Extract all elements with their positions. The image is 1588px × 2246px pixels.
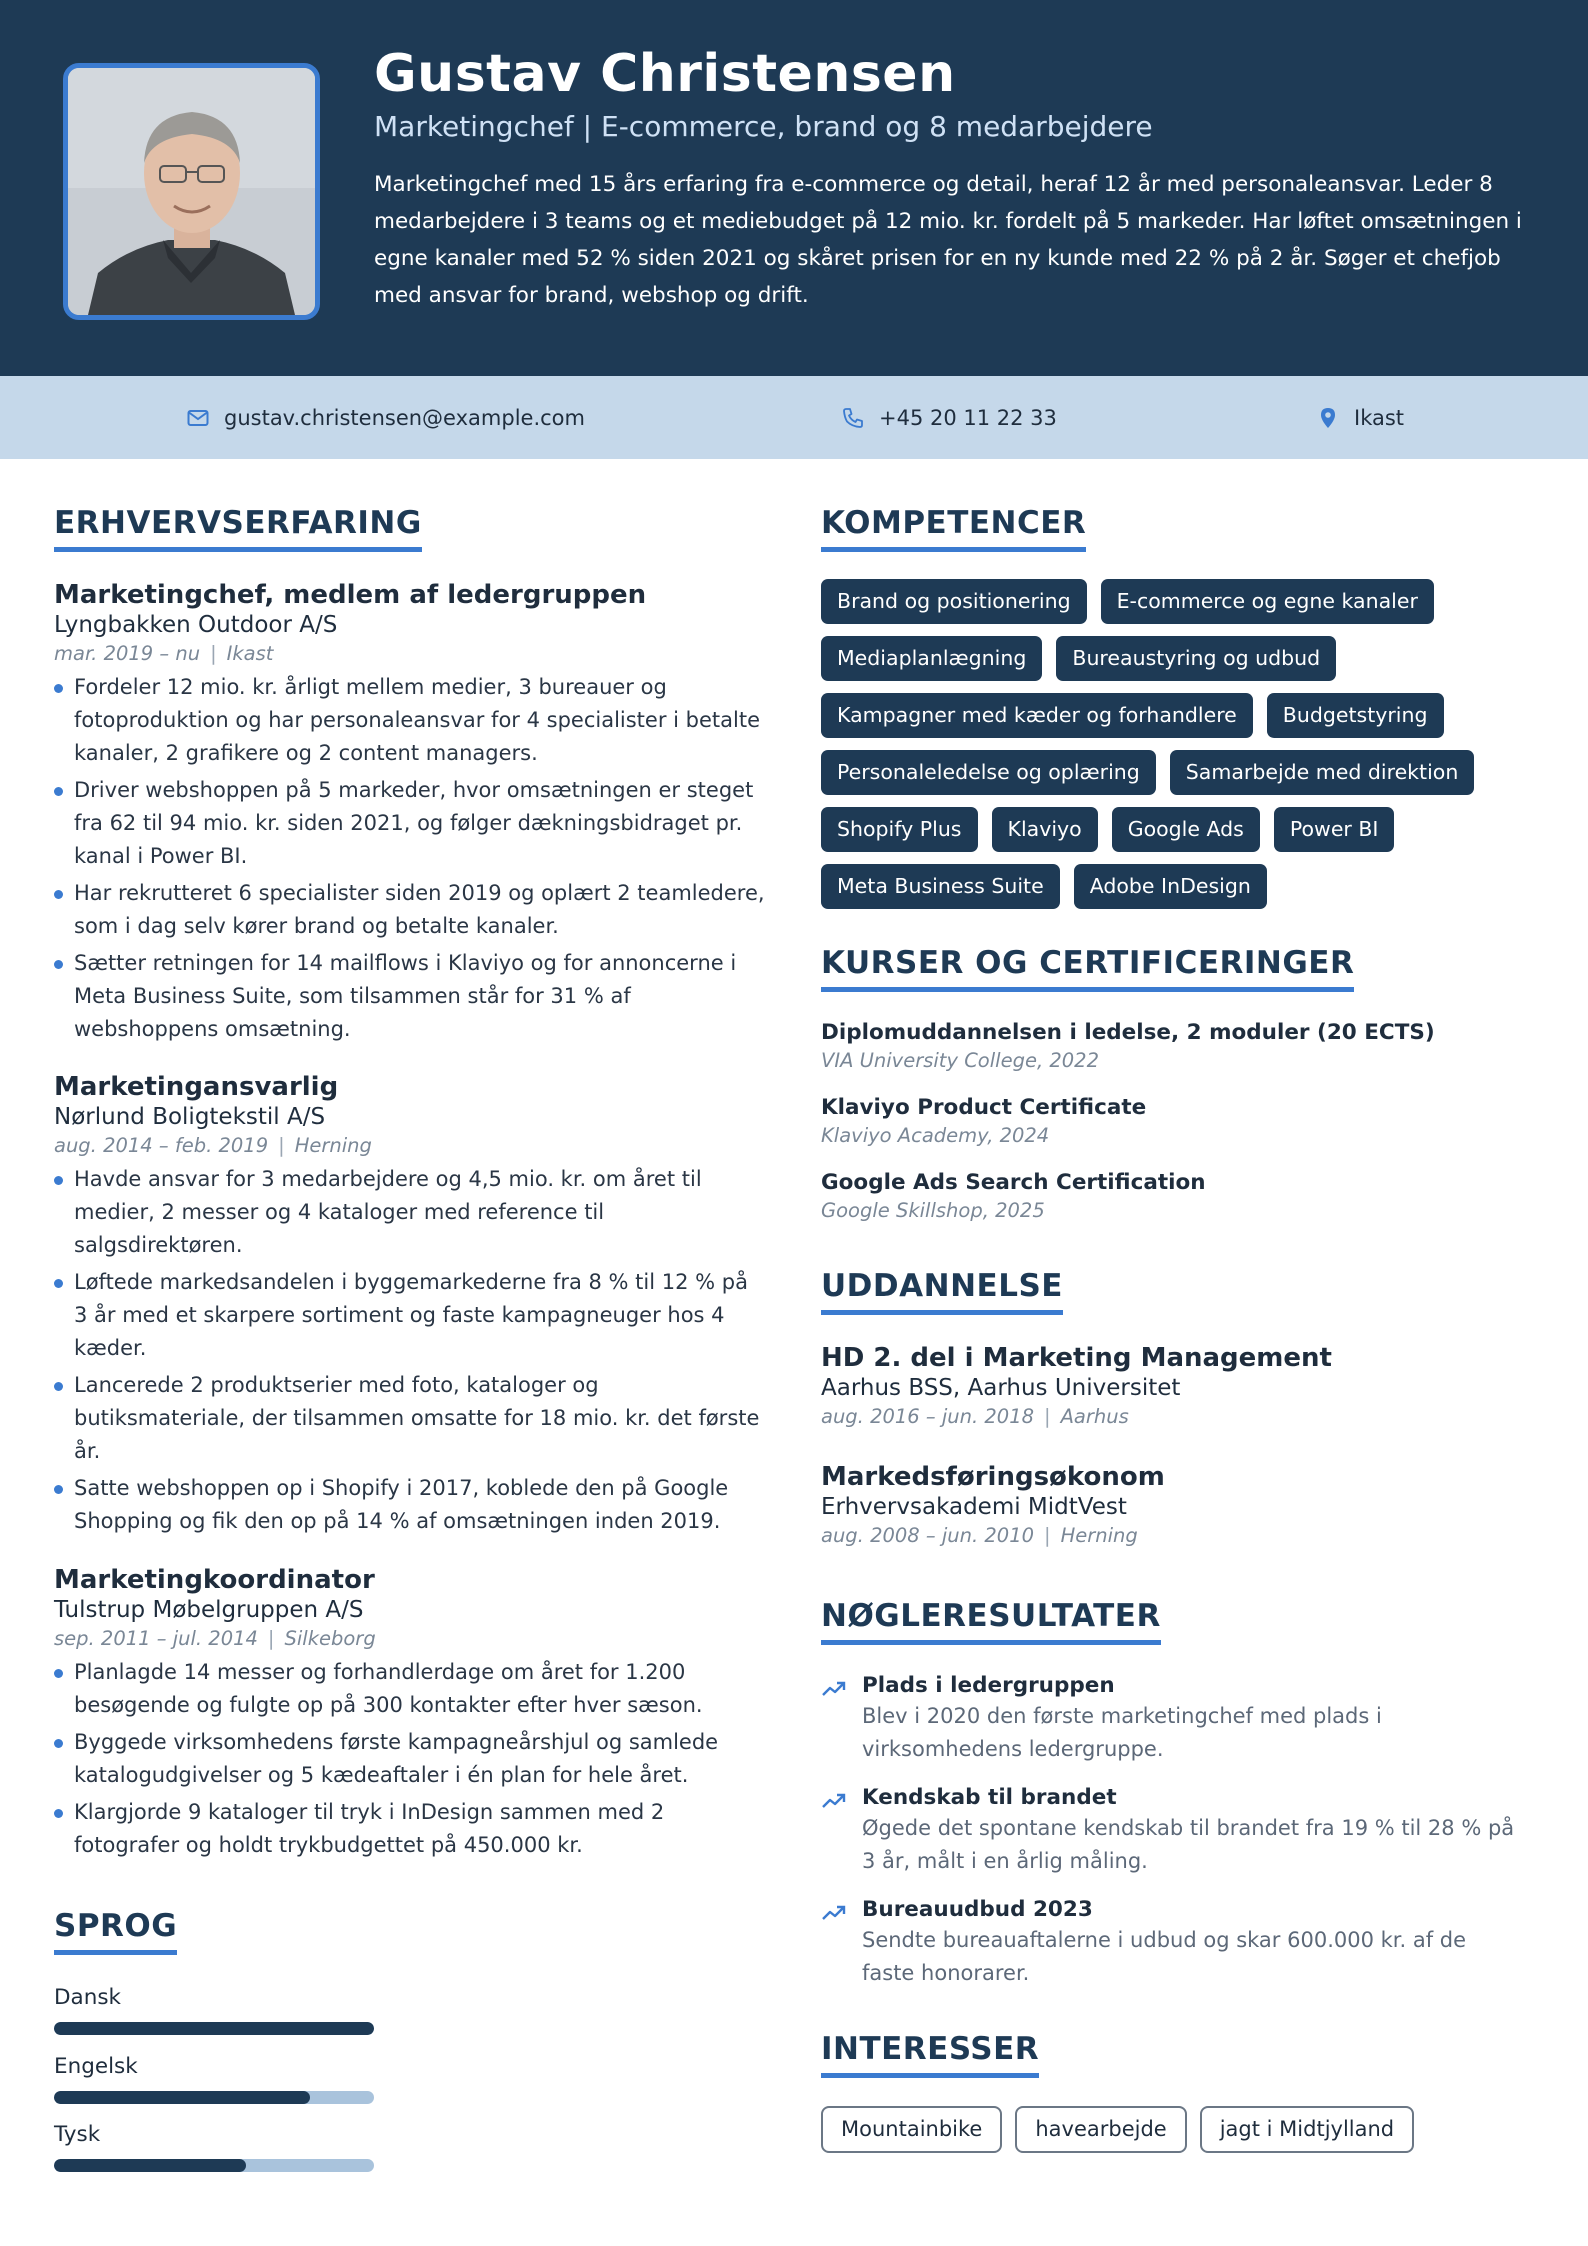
job-meta	[54, 1134, 766, 1157]
course-meta: VIA University College, 2022	[821, 1049, 1099, 1072]
skill-tag: Shopify Plus	[821, 807, 978, 852]
course-name: Diplomuddannelsen i ledelse, 2 moduler (20 ECTS)	[821, 1020, 1435, 1045]
result-text: Sendte bureauaftalerne i udbud og skar 600.000 kr. af de faste honorarer.	[862, 1928, 1467, 1985]
list-item: Havde ansvar for 3 medarbejdere og 4,5 mio. kr. om året til medier, 2 messer og 4 kataloger med reference til salgsdirektøren.	[54, 1163, 766, 1262]
language-level-fill	[54, 2022, 374, 2035]
course-name: Klaviyo Product Certificate	[821, 1095, 1147, 1120]
contact-phone[interactable]	[841, 376, 1057, 459]
list-item: Fordeler 12 mio. kr. årligt mellem medier, 3 bureauer og fotoproduktion og har personaleansvar for 4 specialister i betalte kanaler, 2 grafikere og 2 content managers.	[54, 671, 766, 770]
result-title: Bureauudbud 2023	[862, 1897, 1093, 1922]
profile-photo-image	[68, 68, 315, 315]
result-text: Øgede det spontane kendskab til brandet fra 19 % til 28 % på 3 år, målt i en årlig måling.	[862, 1816, 1515, 1873]
contact-email[interactable]	[186, 376, 585, 459]
education-period: aug. 2016 – jun. 2018	[821, 1405, 1035, 1428]
job-bullets	[54, 671, 766, 1046]
course-name: Google Ads Search Certification	[821, 1170, 1206, 1195]
candidate-name: Gustav Christensen	[374, 44, 956, 104]
list-item: Løftede markedsandelen i byggemarkederne fra 8 % til 12 % på 3 år med et skarpere sortiment og faste kampagneuger hos 4 kæder.	[54, 1266, 766, 1365]
meta-separator: |	[1044, 1405, 1051, 1428]
meta-separator: |	[210, 642, 217, 665]
interest-tag: jagt i Midtjylland	[1200, 2106, 1414, 2153]
job-period: aug. 2014 – feb. 2019	[54, 1134, 269, 1157]
skill-tag: Personaleledelse og oplæring	[821, 750, 1156, 795]
course-meta: Google Skillshop, 2025	[821, 1199, 1045, 1222]
candidate-headline: Marketingchef | E-commerce, brand og 8 medarbejdere	[374, 110, 1153, 143]
experience-job	[54, 1072, 766, 1542]
language-item	[54, 2054, 374, 2104]
language-item	[54, 1985, 374, 2035]
education-meta	[821, 1524, 1165, 1547]
languages-section-title: SPROG	[54, 1908, 177, 1955]
course-item	[821, 1095, 1146, 1147]
education-section-title: UDDANNELSE	[821, 1268, 1063, 1315]
list-item: Byggede virksomhedens første kampagneårshjul og samlede katalogudgivelser og 5 kædeaftaler i én plan for hele året.	[54, 1726, 766, 1792]
profile-summary: Marketingchef med 15 års erfaring fra e-commerce og detail, heraf 12 år med personaleansvar. Leder 8 medarbejdere i 3 teams og et mediebudget på 12 mio. kr. fordelt på 5 markeder. Har løftet omsætningen i egne kanaler med 52 % siden 2021 og skåret prisen for en ny kunde med 22 % på 2 år. Søger et chefjob med ansvar for brand, webshop og drift.	[374, 172, 1522, 308]
list-item: Lancerede 2 produktserier med foto, kataloger og butiksmateriale, der tilsammen omsatte for 18 mio. kr. det første år.	[54, 1369, 766, 1468]
job-title: Marketingansvarlig	[54, 1072, 339, 1102]
course-meta: Klaviyo Academy, 2024	[821, 1124, 1050, 1147]
education-school: Erhvervsakademi MidtVest	[821, 1494, 1127, 1520]
results-section-title: NØGLERESULTATER	[821, 1598, 1161, 1645]
job-company: Tulstrup Møbelgruppen A/S	[54, 1597, 364, 1623]
skill-tag: Samarbejde med direktion	[1170, 750, 1475, 795]
job-place: Silkeborg	[284, 1627, 376, 1650]
trend-up-icon	[821, 1679, 847, 1699]
profile-photo	[63, 63, 320, 320]
interests-list	[821, 2106, 1414, 2153]
job-period: sep. 2011 – jul. 2014	[54, 1627, 258, 1650]
language-level-bar	[54, 2159, 374, 2172]
course-item	[821, 1170, 1206, 1222]
header	[0, 0, 1588, 376]
language-item	[54, 2122, 374, 2172]
result-text: Blev i 2020 den første marketingchef med plads i virksomhedens ledergruppe.	[862, 1704, 1382, 1761]
course-item	[821, 1020, 1435, 1072]
contact-location-text: Ikast	[1354, 405, 1405, 430]
contact-phone-text: +45 20 11 22 33	[879, 405, 1057, 430]
meta-separator: |	[267, 1627, 275, 1650]
interest-tag: havearbejde	[1015, 2106, 1186, 2153]
language-level-fill	[54, 2091, 310, 2104]
courses-section-title: KURSER OG CERTIFICERINGER	[821, 945, 1354, 992]
trend-up-icon	[821, 1791, 847, 1811]
education-place: Aarhus	[1060, 1405, 1129, 1428]
interest-tag: Mountainbike	[821, 2106, 1002, 2153]
skill-tag: Adobe InDesign	[1074, 864, 1267, 909]
result-item	[821, 1897, 1521, 1990]
skills-section-title: KOMPETENCER	[821, 505, 1086, 552]
job-place: Herning	[294, 1134, 372, 1157]
skill-tag: Bureaustyring og udbud	[1056, 636, 1336, 681]
skill-tag: Kampagner med kæder og forhandlere	[821, 693, 1253, 738]
skill-tag: Mediaplanlægning	[821, 636, 1042, 681]
language-level-fill	[54, 2159, 246, 2172]
experience-job	[54, 1565, 766, 1866]
education-degree: HD 2. del i Marketing Management	[821, 1343, 1332, 1373]
list-item: Sætter retningen for 14 mailflows i Klaviyo og for annoncerne i Meta Business Suite, som tilsammen står for 31 % af webshoppens omsætning.	[54, 947, 766, 1046]
experience-section-title: ERHVERVSERFARING	[54, 505, 422, 552]
result-title: Plads i ledergruppen	[862, 1673, 1115, 1698]
skills-tag-list	[821, 579, 1521, 909]
skill-tag: Power BI	[1274, 807, 1395, 852]
job-meta	[54, 1627, 766, 1650]
phone-icon	[841, 406, 865, 430]
education-period: aug. 2008 – jun. 2010	[821, 1524, 1035, 1547]
job-place: Ikast	[226, 642, 274, 665]
education-place: Herning	[1060, 1524, 1138, 1547]
interests-section-title: INTERESSER	[821, 2031, 1039, 2078]
job-period: mar. 2019 – nu	[54, 642, 201, 665]
language-level-bar	[54, 2091, 374, 2104]
result-item	[821, 1785, 1521, 1878]
location-pin-icon	[1316, 406, 1340, 430]
education-degree: Markedsføringsøkonom	[821, 1462, 1165, 1492]
list-item: Planlagde 14 messer og forhandlerdage om året for 1.200 besøgende og fulgte op på 300 kontakter efter hver sæson.	[54, 1656, 766, 1722]
meta-separator: |	[1044, 1524, 1051, 1547]
job-title: Marketingkoordinator	[54, 1565, 375, 1595]
skill-tag: Google Ads	[1112, 807, 1260, 852]
job-title: Marketingchef, medlem af ledergruppen	[54, 580, 647, 610]
contact-location	[1316, 376, 1404, 459]
job-company: Nørlund Boligtekstil A/S	[54, 1104, 326, 1130]
contact-bar	[0, 376, 1588, 459]
education-item	[821, 1343, 1332, 1428]
education-school: Aarhus BSS, Aarhus Universitet	[821, 1375, 1181, 1401]
job-bullets	[54, 1163, 766, 1538]
list-item: Har rekrutteret 6 specialister siden 2019 og oplært 2 teamledere, som i dag selv kører brand og betalte kanaler.	[54, 877, 766, 943]
trend-up-icon	[821, 1903, 847, 1923]
result-title: Kendskab til brandet	[862, 1785, 1117, 1810]
list-item: Klargjorde 9 kataloger til tryk i InDesign sammen med 2 fotografer og holdt trykbudgettet på 450.000 kr.	[54, 1796, 766, 1862]
skill-tag: Klaviyo	[992, 807, 1098, 852]
experience-job	[54, 580, 766, 1050]
skill-tag: Budgetstyring	[1267, 693, 1444, 738]
language-level-bar	[54, 2022, 374, 2035]
job-meta	[54, 642, 766, 665]
skill-tag: E-commerce og egne kanaler	[1101, 579, 1434, 624]
result-item	[821, 1673, 1521, 1766]
meta-separator: |	[278, 1134, 285, 1157]
language-name: Tysk	[54, 2122, 101, 2147]
mail-icon	[186, 406, 210, 430]
education-item	[821, 1462, 1165, 1547]
list-item: Driver webshoppen på 5 markeder, hvor omsætningen er steget fra 62 til 94 mio. kr. siden 2021, og følger dækningsbidraget pr. kanal i Power BI.	[54, 774, 766, 873]
job-bullets	[54, 1656, 766, 1862]
skill-tag: Meta Business Suite	[821, 864, 1060, 909]
list-item: Satte webshoppen op i Shopify i 2017, koblede den på Google Shopping og fik den op på 14 % af omsætningen inden 2019.	[54, 1472, 766, 1538]
language-name: Engelsk	[54, 2054, 138, 2079]
contact-email-text: gustav.christensen@example.com	[224, 405, 585, 430]
job-company: Lyngbakken Outdoor A/S	[54, 612, 338, 638]
education-meta	[821, 1405, 1332, 1428]
skill-tag: Brand og positionering	[821, 579, 1087, 624]
language-name: Dansk	[54, 1985, 122, 2010]
